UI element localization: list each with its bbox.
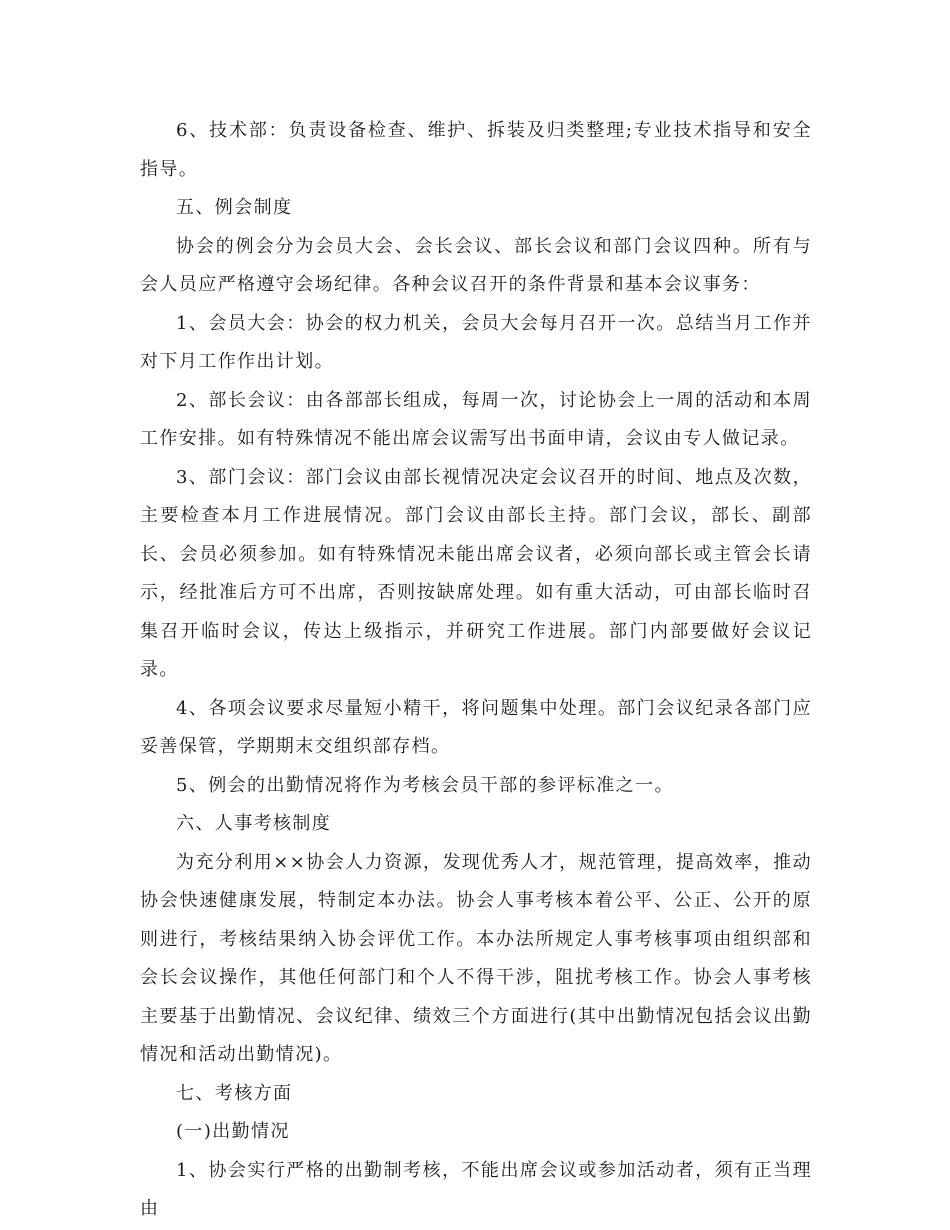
document-body xyxy=(140,112,812,1229)
paragraph-attendance-standard: 5、例会的出勤情况将作为考核会员干部的参评标准之一。 xyxy=(176,774,674,796)
paragraph-attendance-rule: 1、协会实行严格的出勤制考核，不能出席会议或参加活动者，须有正当理由 xyxy=(140,1159,812,1219)
paragraph-tech-dept: 6、技术部：负责设备检查、维护、拆装及归类整理;专业技术指导和安全指导。 xyxy=(140,120,812,180)
paragraph-department-meeting: 3、部门会议：部门会议由部长视情况决定会议召开的时间、地点及次数，主要检查本月工作进展情况。部门会议由部长主持。部门会议，部长、副部长、会员必须参加。如有特殊情况未能出席会议者，必须向部长或主管会长请示，经批准后方可不出席，否则按缺席处理。如有重大活动，可由部长临时召集召开临时会议，传达上级指示，并研究工作进展。部门内部要做好会议记录。 xyxy=(140,466,812,680)
paragraph-minister-meeting: 2、部长会议：由各部部长组成，每周一次，讨论协会上一周的活动和本周工作安排。如有特殊情况不能出席会议需写出书面申请，会议由专人做记录。 xyxy=(140,389,812,449)
heading-personnel-assessment: 六、人事考核制度 xyxy=(176,813,332,834)
subheading-attendance: (一)出勤情况 xyxy=(176,1121,290,1142)
paragraph-assessment-purpose: 为充分利用××协会人力资源，发现优秀人才，规范管理，提高效率，推动协会快速健康发展，特制定本办法。协会人事考核本着公平、公正、公开的原则进行，考核结果纳入协会评优工作。本办法所规定人事考核事项由组织部和会长会议操作，其他任何部门和个人不得干涉，阻扰考核工作。协会人事考核主要基于出勤情况、会议纪律、绩效三个方面进行(其中出勤情况包括会议出勤情况和活动出勤情况)。 xyxy=(140,851,812,1065)
heading-regular-meeting-system: 五、例会制度 xyxy=(176,197,293,218)
paragraph-meeting-requirements: 4、各项会议要求尽量短小精干，将问题集中处理。部门会议纪录各部门应妥善保管，学期期末交组织部存档。 xyxy=(140,697,812,757)
paragraph-general-assembly: 1、会员大会：协会的权力机关，会员大会每月召开一次。总结当月工作并对下月工作作出计划。 xyxy=(140,312,812,372)
heading-assessment-aspects: 七、考核方面 xyxy=(176,1082,293,1104)
paragraph-meeting-types: 协会的例会分为会员大会、会长会议、部长会议和部门会议四种。所有与会人员应严格遵守会场纪律。各种会议召开的条件背景和基本会议事务： xyxy=(140,235,812,295)
